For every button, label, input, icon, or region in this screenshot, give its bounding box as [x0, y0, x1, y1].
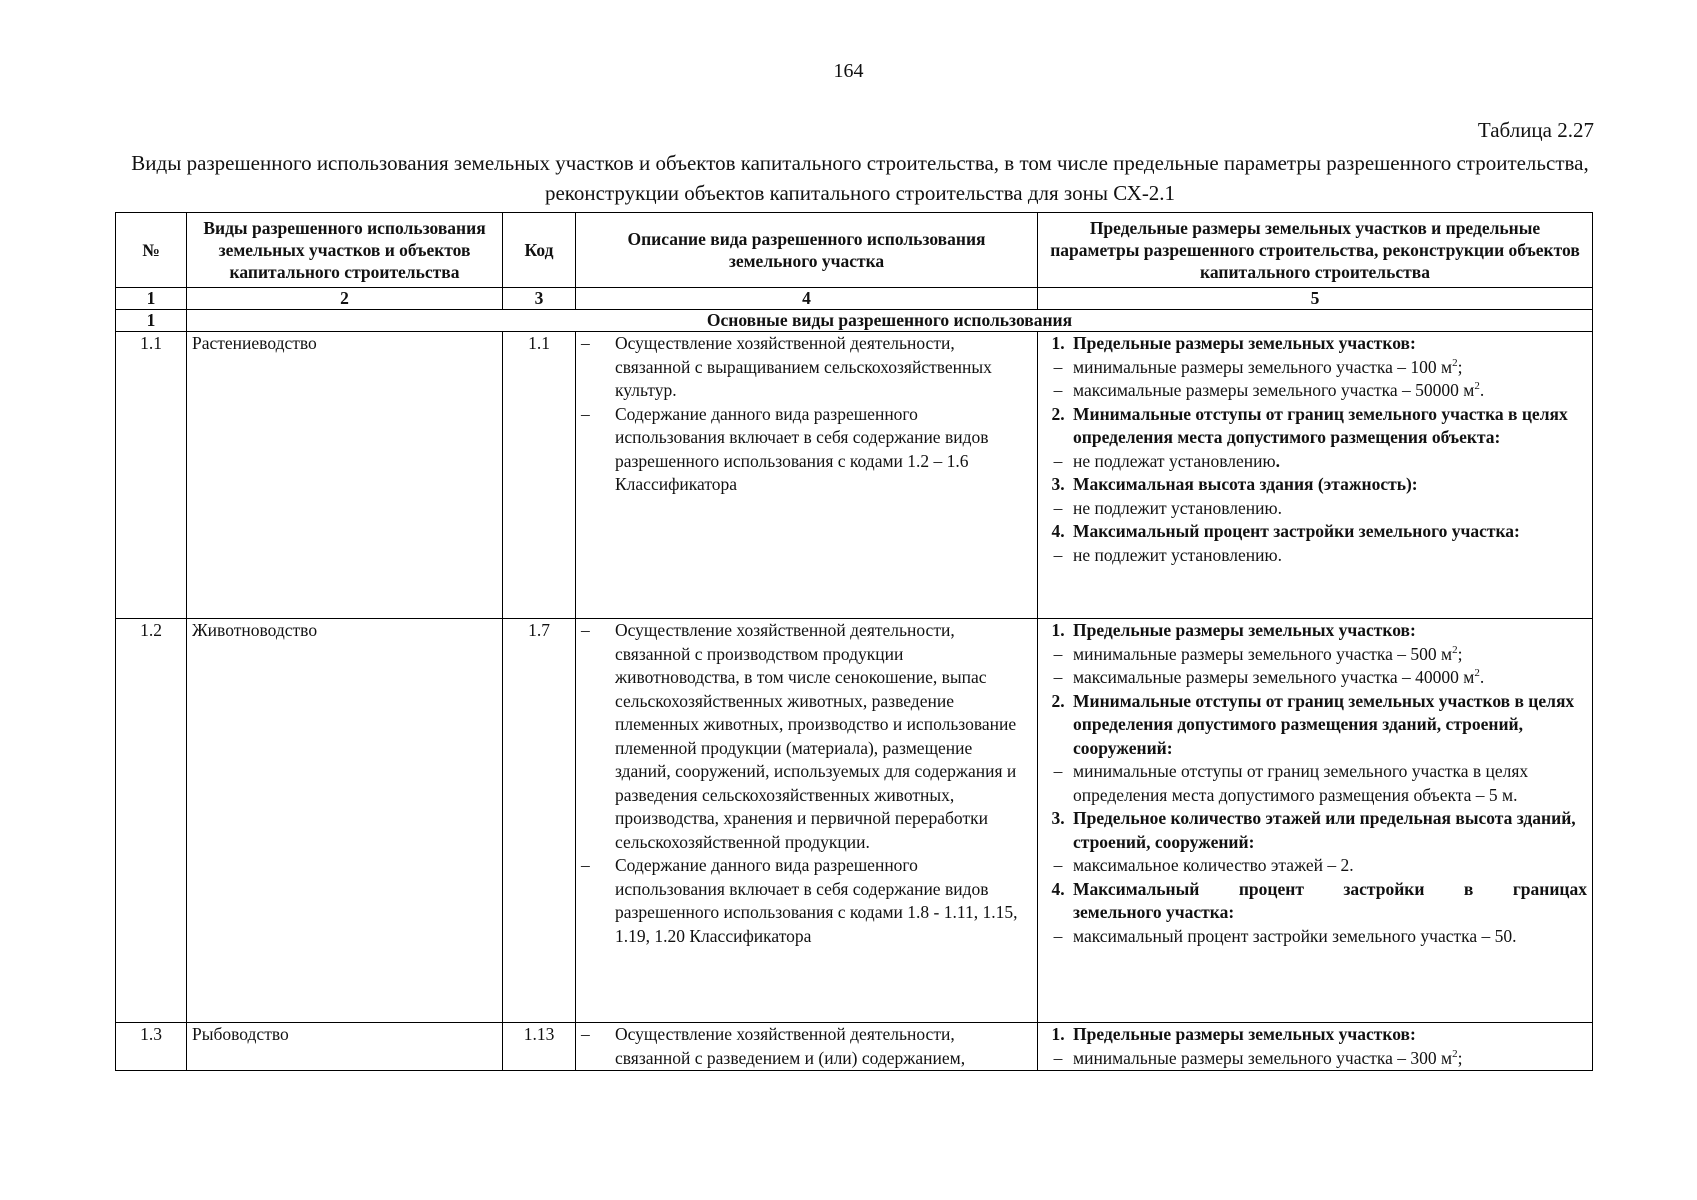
row-num: 1.3: [116, 1023, 187, 1071]
limit-heading: 4. Максимальный процент застройки земельного участка:: [1051, 521, 1520, 541]
limit-heading: 3. Предельное количество этажей или предельная высота зданий, строений, сооружений:: [1051, 808, 1576, 852]
row-num: 1.1: [116, 332, 187, 619]
row-num: 1.2: [116, 619, 187, 1023]
row-limits: [1038, 619, 1593, 1023]
limit-value: – не подлежат установлению.: [1053, 450, 1280, 471]
table-caption: Виды разрешенного использования земельных участков и объектов капитального строительства, в том числе предельные параметры разрешенного строительства, реконструкции объектов капитального строительства для зоны СХ-2.1: [131, 151, 1589, 205]
row-description: [576, 619, 1038, 1023]
limit-value: – минимальные размеры земельного участка – 500 $м^2$;: [1053, 643, 1463, 664]
description-item: – Осуществление хозяйственной деятельности, связанной с производством продукции животноводства, в том числе сенокошение, выпас сельскохозяйственных животных, разведение племенных животных, производство и использование племенной продукции (материала), размещение зданий, сооружений, используемых для содержания и разведения сельскохозяйственных животных, производства, хранения и первичной переработки сельскохозяйственной продукции.: [581, 620, 1017, 852]
table-row: [116, 332, 1593, 619]
header-code: Код: [503, 213, 576, 288]
limit-value: – минимальные размеры земельного участка – 300 $м^2$;: [1053, 1047, 1463, 1068]
limit-heading: 2. Минимальные отступы от границ земельного участка в целях определения места допустимого размещения объекта:: [1051, 403, 1568, 447]
row-description: [576, 332, 1038, 619]
header-row: [116, 213, 1593, 288]
limit-value: – максимальный процент застройки земельного участка – 50.: [1053, 925, 1517, 946]
row-limits: [1038, 332, 1593, 619]
row-code: 1.1: [503, 332, 576, 619]
section-row: [116, 310, 1593, 332]
row-name: Животноводство: [187, 619, 503, 1023]
header-num: №: [116, 213, 187, 288]
table-label: Таблица 2.27: [1477, 118, 1594, 142]
row-code: 1.13: [503, 1023, 576, 1071]
description-item: – Осуществление хозяйственной деятельности, связанной с разведением и (или) содержанием,: [581, 1024, 966, 1068]
description-item: – Осуществление хозяйственной деятельности, связанной с выращиванием сельскохозяйственных культур.: [581, 333, 992, 400]
limit-heading: 4. Максимальный процент застройки в границах земельного участка:: [1051, 878, 1587, 922]
row-name: Рыбоводство: [187, 1023, 503, 1071]
section-num: 1: [116, 310, 187, 332]
column-number: 3: [503, 288, 576, 310]
limit-value: – максимальные размеры земельного участка – 50000 $м^2$.: [1053, 380, 1485, 400]
limit-value: – не подлежит установлению.: [1053, 497, 1282, 518]
column-number: 2: [187, 288, 503, 310]
column-number: 4: [576, 288, 1038, 310]
header-limits: Предельные размеры земельных участков и предельные параметры разрешенного строительства, реконструкции объектов капитального строительства: [1038, 213, 1593, 288]
column-number: 5: [1038, 288, 1593, 310]
description-item: – Содержание данного вида разрешенного использования включает в себя содержание видов разрешенного использования с кодами 1.2 – 1.6 Классификатора: [581, 403, 989, 494]
row-limits: [1038, 1023, 1593, 1071]
limit-heading: 1. Предельные размеры земельных участков:: [1051, 1024, 1416, 1044]
zoning-table: [115, 212, 1593, 1071]
table-row: [116, 619, 1593, 1023]
limit-heading: 1. Предельные размеры земельных участков:: [1051, 333, 1416, 353]
column-number: 1: [116, 288, 187, 310]
limit-heading: 2. Минимальные отступы от границ земельных участков в целях определения допустимого размещения зданий, строений, сооружений:: [1051, 690, 1575, 758]
header-description: Описание вида разрешенного использования земельного участка: [576, 213, 1038, 288]
row-name: Растениеводство: [187, 332, 503, 619]
limit-heading: 3. Максимальная высота здания (этажность):: [1051, 474, 1418, 494]
limit-value: – не подлежит установлению.: [1053, 544, 1282, 565]
row-code: 1.7: [503, 619, 576, 1023]
page-number: 164: [833, 60, 864, 82]
description-item: – Содержание данного вида разрешенного использования включает в себя содержание видов разрешенного использования с кодами 1.8 - 1.11, 1.15, 1.19, 1.20 Классификатора: [581, 855, 1018, 946]
limit-value: – максимальное количество этажей – 2.: [1053, 855, 1354, 875]
header-type: Виды разрешенного использования земельных участков и объектов капитального строительства: [187, 213, 503, 288]
row-description: [576, 1023, 1038, 1071]
section-title: Основные виды разрешенного использования: [187, 310, 1593, 332]
column-numbers-row: [116, 288, 1593, 310]
limit-heading: 1. Предельные размеры земельных участков:: [1051, 620, 1416, 640]
limit-value: – минимальные отступы от границ земельного участка в целях определения места допустимого размещения объекта – 5 м.: [1053, 761, 1529, 805]
limit-value: – минимальные размеры земельного участка – 100 $м^2$;: [1053, 356, 1463, 377]
limit-value: – максимальные размеры земельного участка – 40000 $м^2$.: [1053, 667, 1485, 687]
table-row: [116, 1023, 1593, 1071]
